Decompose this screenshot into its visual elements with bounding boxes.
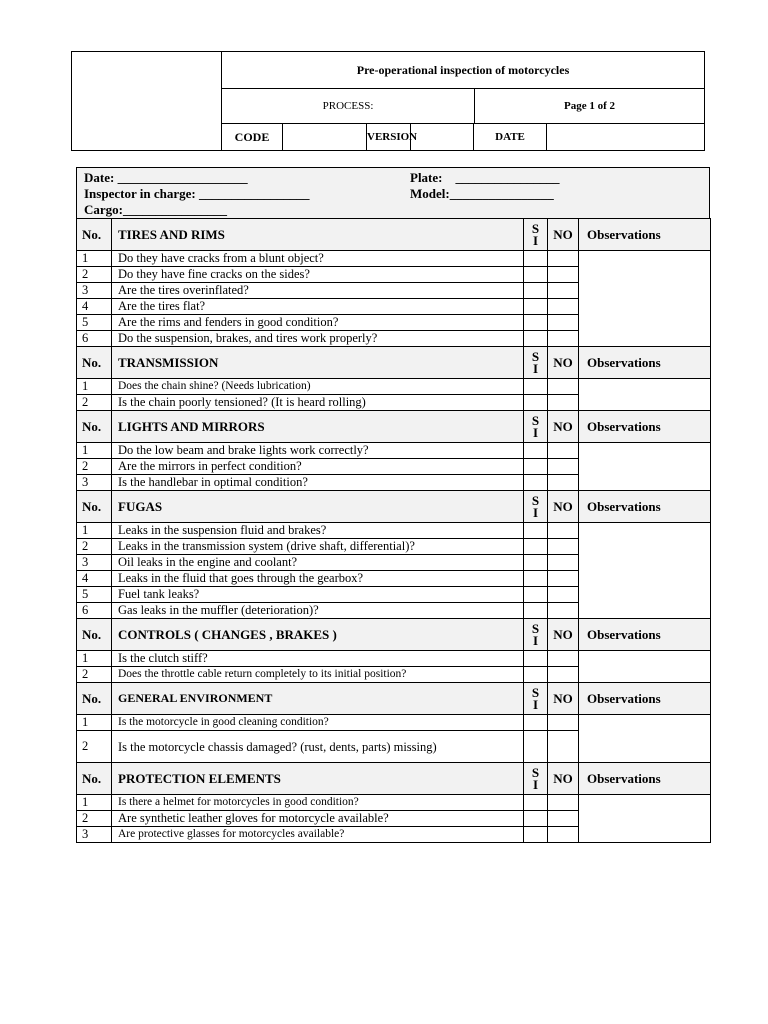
- item-question: Are the tires flat?: [112, 299, 524, 315]
- item-number: 1: [77, 251, 112, 267]
- checklist-item-row: [77, 651, 711, 667]
- no-answer-cell[interactable]: [548, 395, 579, 411]
- no-answer-cell[interactable]: [548, 299, 579, 315]
- si-answer-cell[interactable]: [524, 443, 548, 459]
- no-answer-cell[interactable]: [548, 811, 579, 827]
- item-number: 5: [77, 587, 112, 603]
- item-question: Does the chain shine? (Needs lubrication): [112, 379, 524, 395]
- no-answer-cell[interactable]: [548, 731, 579, 763]
- observations-cell[interactable]: [579, 795, 711, 843]
- item-question: Is the clutch stiff?: [112, 651, 524, 667]
- si-answer-cell[interactable]: [524, 395, 548, 411]
- si-column-header: [524, 683, 548, 715]
- checklist-item-row: [77, 715, 711, 731]
- item-number: 4: [77, 571, 112, 587]
- no-answer-cell[interactable]: [548, 587, 579, 603]
- section-header-row: [77, 491, 711, 523]
- no-answer-cell[interactable]: [548, 539, 579, 555]
- si-header-i: I: [532, 504, 539, 520]
- number-column-header: No.: [77, 411, 112, 443]
- observations-column-header: Observations: [579, 619, 711, 651]
- item-number: 3: [77, 827, 112, 843]
- item-question: Is the motorcycle in good cleaning condition?: [112, 715, 524, 731]
- section-header-row: [77, 347, 711, 379]
- number-column-header: No.: [77, 683, 112, 715]
- si-answer-cell[interactable]: [524, 299, 548, 315]
- si-header-s: S: [531, 764, 540, 780]
- item-number: 2: [77, 539, 112, 555]
- no-answer-cell[interactable]: [548, 315, 579, 331]
- no-answer-cell[interactable]: [548, 459, 579, 475]
- number-column-header: No.: [77, 219, 112, 251]
- no-answer-cell[interactable]: [548, 571, 579, 587]
- item-number: 3: [77, 555, 112, 571]
- si-answer-cell[interactable]: [524, 571, 548, 587]
- logo-placeholder: [72, 52, 222, 150]
- no-answer-cell[interactable]: [548, 331, 579, 347]
- item-question: Is there a helmet for motorcycles in good condition?: [112, 795, 524, 811]
- si-column-header: [524, 219, 548, 251]
- si-answer-cell[interactable]: [524, 587, 548, 603]
- item-number: 2: [77, 459, 112, 475]
- item-question: Are the tires overinflated?: [112, 283, 524, 299]
- si-answer-cell[interactable]: [524, 715, 548, 731]
- section-title: TIRES AND RIMS: [112, 219, 524, 251]
- item-question: Is the motorcycle chassis damaged? (rust, dents, parts) missing): [112, 731, 524, 763]
- no-answer-cell[interactable]: [548, 475, 579, 491]
- observations-cell[interactable]: [579, 651, 711, 683]
- checklist-item-row: [77, 379, 711, 395]
- item-number: 3: [77, 475, 112, 491]
- item-number: 2: [77, 667, 112, 683]
- item-question: Do they have fine cracks on the sides?: [112, 267, 524, 283]
- no-column-header: NO: [548, 411, 579, 443]
- process-field: PROCESS:: [222, 89, 475, 124]
- item-question: Are protective glasses for motorcycles available?: [112, 827, 524, 843]
- page-indicator: Page 1 of 2: [475, 89, 704, 124]
- si-column-header: [524, 347, 548, 379]
- observations-column-header: Observations: [579, 347, 711, 379]
- no-answer-cell[interactable]: [548, 267, 579, 283]
- section-title: PROTECTION ELEMENTS: [112, 763, 524, 795]
- item-number: 2: [77, 811, 112, 827]
- item-number: 1: [77, 379, 112, 395]
- si-answer-cell[interactable]: [524, 475, 548, 491]
- inspector-field: Inspector in charge: _________________: [84, 186, 310, 201]
- number-column-header: No.: [77, 619, 112, 651]
- date-value-cell: [547, 124, 704, 150]
- si-header-s: S: [531, 412, 540, 428]
- item-number: 2: [77, 267, 112, 283]
- si-header-i: I: [532, 232, 539, 248]
- item-question: Leaks in the transmission system (drive shaft, differential)?: [112, 539, 524, 555]
- observations-cell[interactable]: [579, 379, 711, 411]
- item-question: Are the mirrors in perfect condition?: [112, 459, 524, 475]
- observations-column-header: Observations: [579, 763, 711, 795]
- number-column-header: No.: [77, 763, 112, 795]
- inspection-info: [76, 167, 710, 218]
- item-number: 2: [77, 731, 112, 763]
- no-answer-cell[interactable]: [548, 555, 579, 571]
- si-answer-cell[interactable]: [524, 555, 548, 571]
- si-answer-cell[interactable]: [524, 731, 548, 763]
- no-column-header: NO: [548, 619, 579, 651]
- observations-cell[interactable]: [579, 251, 711, 347]
- si-header-i: I: [532, 360, 539, 376]
- no-answer-cell[interactable]: [548, 523, 579, 539]
- si-answer-cell[interactable]: [524, 459, 548, 475]
- item-number: 1: [77, 715, 112, 731]
- si-answer-cell[interactable]: [524, 603, 548, 619]
- si-header-s: S: [531, 620, 540, 636]
- si-answer-cell[interactable]: [524, 667, 548, 683]
- plate-field: Plate: ________________: [410, 170, 560, 185]
- item-number: 4: [77, 299, 112, 315]
- si-answer-cell[interactable]: [524, 811, 548, 827]
- item-question: Do the low beam and brake lights work correctly?: [112, 443, 524, 459]
- item-question: Do the suspension, brakes, and tires work properly?: [112, 331, 524, 347]
- code-value-cell: [283, 124, 367, 150]
- si-header-s: S: [531, 348, 540, 364]
- no-column-header: NO: [548, 683, 579, 715]
- item-question: Is the chain poorly tensioned? (It is heard rolling): [112, 395, 524, 411]
- item-question: Fuel tank leaks?: [112, 587, 524, 603]
- number-column-header: No.: [77, 347, 112, 379]
- si-answer-cell[interactable]: [524, 827, 548, 843]
- si-header-i: I: [532, 776, 539, 792]
- item-question: Gas leaks in the muffler (deterioration)?: [112, 603, 524, 619]
- no-answer-cell[interactable]: [548, 251, 579, 267]
- si-column-header: [524, 491, 548, 523]
- section-header-row: [77, 219, 711, 251]
- si-answer-cell[interactable]: [524, 539, 548, 555]
- item-question: Oil leaks in the engine and coolant?: [112, 555, 524, 571]
- observations-cell[interactable]: [579, 443, 711, 491]
- section-header-row: [77, 763, 711, 795]
- no-column-header: NO: [548, 763, 579, 795]
- no-answer-cell[interactable]: [548, 667, 579, 683]
- item-number: 3: [77, 283, 112, 299]
- no-answer-cell[interactable]: [548, 795, 579, 811]
- si-column-header: [524, 619, 548, 651]
- si-answer-cell[interactable]: [524, 331, 548, 347]
- item-number: 2: [77, 395, 112, 411]
- no-answer-cell[interactable]: [548, 827, 579, 843]
- checklist-item-row: [77, 523, 711, 539]
- no-column-header: NO: [548, 491, 579, 523]
- si-answer-cell[interactable]: [524, 379, 548, 395]
- section-title: CONTROLS ( CHANGES , BRAKES ): [112, 619, 524, 651]
- version-label: VERSION: [367, 124, 411, 150]
- si-answer-cell[interactable]: [524, 283, 548, 299]
- si-answer-cell[interactable]: [524, 795, 548, 811]
- observations-column-header: Observations: [579, 491, 711, 523]
- section-title: GENERAL ENVIRONMENT: [112, 683, 524, 715]
- no-answer-cell[interactable]: [548, 715, 579, 731]
- no-column-header: NO: [548, 219, 579, 251]
- date-label: DATE: [474, 124, 547, 150]
- checklist-item-row: [77, 795, 711, 811]
- section-header-row: [77, 619, 711, 651]
- item-question: Do they have cracks from a blunt object?: [112, 251, 524, 267]
- si-header-i: I: [532, 696, 539, 712]
- item-question: Are synthetic leather gloves for motorcycle available?: [112, 811, 524, 827]
- si-header-s: S: [531, 220, 540, 236]
- number-column-header: No.: [77, 491, 112, 523]
- section-header-row: [77, 411, 711, 443]
- section-title: TRANSMISSION: [112, 347, 524, 379]
- item-number: 5: [77, 315, 112, 331]
- si-header-i: I: [532, 632, 539, 648]
- item-number: 1: [77, 523, 112, 539]
- date-field: Date: ____________________: [84, 170, 248, 185]
- item-number: 1: [77, 651, 112, 667]
- item-number: 6: [77, 331, 112, 347]
- checklist-item-row: [77, 443, 711, 459]
- si-answer-cell[interactable]: [524, 251, 548, 267]
- model-field: Model:________________: [410, 186, 554, 201]
- observations-cell[interactable]: [579, 523, 711, 619]
- header-meta-row: [222, 124, 704, 150]
- cargo-field: Cargo:________________: [84, 202, 227, 217]
- si-answer-cell[interactable]: [524, 523, 548, 539]
- code-label: CODE: [222, 124, 283, 150]
- inspection-checklist: [76, 218, 711, 843]
- item-number: 1: [77, 443, 112, 459]
- si-answer-cell[interactable]: [524, 315, 548, 331]
- si-column-header: [524, 411, 548, 443]
- no-answer-cell[interactable]: [548, 651, 579, 667]
- no-answer-cell[interactable]: [548, 379, 579, 395]
- no-answer-cell[interactable]: [548, 443, 579, 459]
- item-question: Are the rims and fenders in good condition?: [112, 315, 524, 331]
- si-answer-cell[interactable]: [524, 267, 548, 283]
- item-question: Does the throttle cable return completely to its initial position?: [112, 667, 524, 683]
- si-header-i: I: [532, 424, 539, 440]
- checklist-item-row: [77, 251, 711, 267]
- observations-column-header: Observations: [579, 683, 711, 715]
- item-question: Leaks in the fluid that goes through the gearbox?: [112, 571, 524, 587]
- si-answer-cell[interactable]: [524, 651, 548, 667]
- version-value-cell: [411, 124, 474, 150]
- item-question: Leaks in the suspension fluid and brakes?: [112, 523, 524, 539]
- no-answer-cell[interactable]: [548, 283, 579, 299]
- item-number: 6: [77, 603, 112, 619]
- observations-column-header: Observations: [579, 411, 711, 443]
- observations-column-header: Observations: [579, 219, 711, 251]
- si-header-s: S: [531, 684, 540, 700]
- document-header: [71, 51, 705, 151]
- section-title: FUGAS: [112, 491, 524, 523]
- section-header-row: [77, 683, 711, 715]
- section-title: LIGHTS AND MIRRORS: [112, 411, 524, 443]
- document-title: Pre-operational inspection of motorcycles: [222, 52, 704, 89]
- item-question: Is the handlebar in optimal condition?: [112, 475, 524, 491]
- no-column-header: NO: [548, 347, 579, 379]
- si-header-s: S: [531, 492, 540, 508]
- si-column-header: [524, 763, 548, 795]
- observations-cell[interactable]: [579, 715, 711, 763]
- item-number: 1: [77, 795, 112, 811]
- no-answer-cell[interactable]: [548, 603, 579, 619]
